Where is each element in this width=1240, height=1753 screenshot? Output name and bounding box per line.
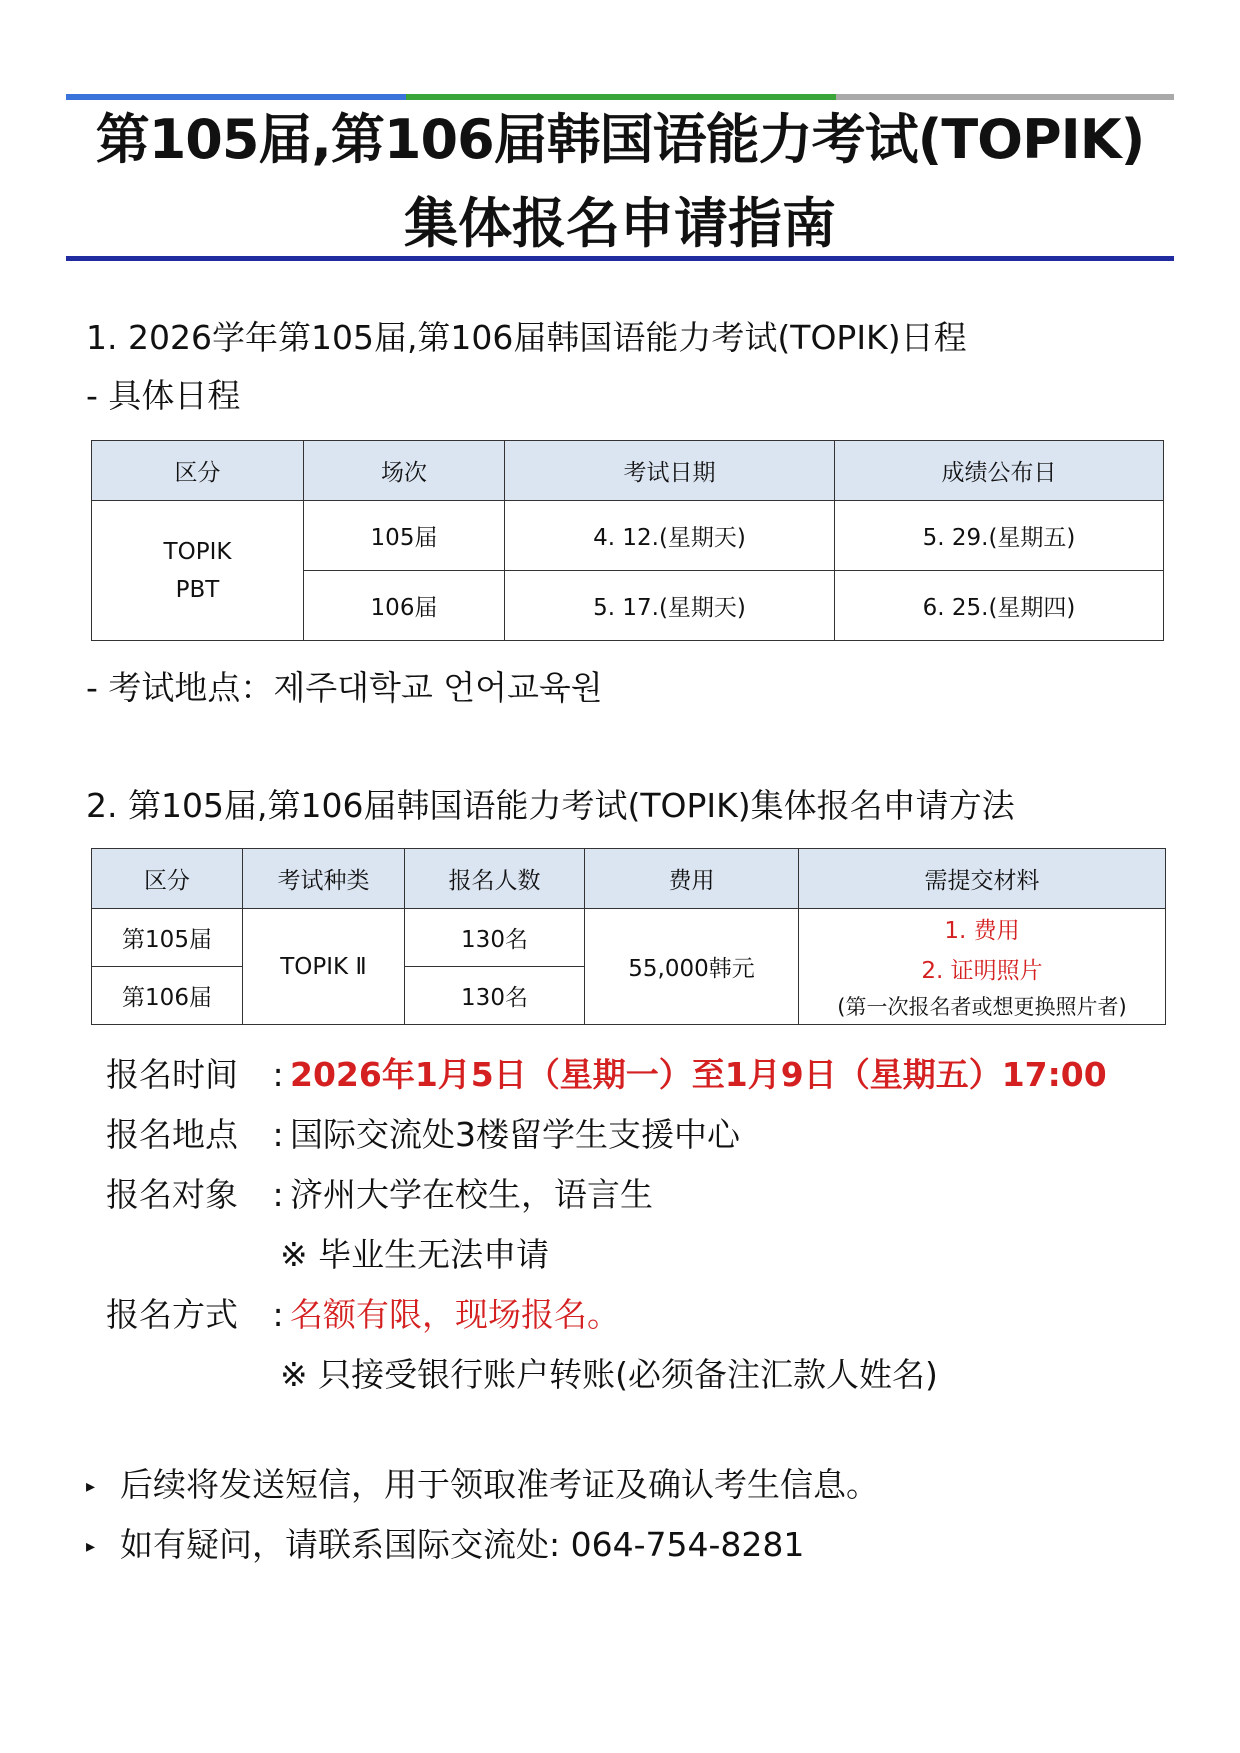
schedule-header: 区分 — [92, 441, 304, 501]
result-date-cell: 6. 25.(星期四) — [835, 571, 1164, 641]
material-item: 2. 证明照片 — [921, 957, 1043, 984]
colon-separator: : — [272, 1055, 284, 1094]
detail-label: 报名时间 — [106, 1055, 238, 1094]
section2-heading: 2. 第105届,第106届韩国语能力考试(TOPIK)集体报名申请方法 — [86, 786, 1015, 825]
schedule-header: 场次 — [304, 441, 505, 501]
count-cell: 130名 — [405, 967, 585, 1025]
colon-separator: : — [272, 1295, 284, 1334]
application-table — [91, 848, 1166, 1025]
application-header: 费用 — [585, 849, 799, 909]
triangle-bullet-icon: ▸ — [86, 1475, 96, 1497]
exam-location: - 考试地点：제주대학교 언어교육원 — [86, 668, 603, 707]
exam-date-cell: 4. 12.(星期天) — [505, 501, 835, 571]
application-header: 需提交材料 — [799, 849, 1166, 909]
term-cell: 第105届 — [92, 909, 243, 967]
detail-label: 报名地点 — [106, 1115, 238, 1154]
contact-text: 如有疑问，请联系国际交流处: 064-754-8281 — [120, 1525, 805, 1564]
detail-label: 报名对象 — [106, 1175, 238, 1214]
schedule-category-cell — [92, 501, 304, 641]
session-cell: 106届 — [304, 571, 505, 641]
page-title-line2: 集体报名申请指南 — [404, 192, 836, 255]
detail-label: 报名方式 — [106, 1295, 238, 1334]
triangle-bullet-icon: ▸ — [86, 1535, 96, 1557]
detail-method-row — [106, 1292, 620, 1338]
colon-separator: : — [272, 1115, 284, 1154]
registration-method: 名额有限，现场报名。 — [290, 1295, 620, 1334]
detail-place-row — [106, 1112, 740, 1158]
list-item — [86, 1522, 804, 1570]
schedule-subheading: - 具体日程 — [86, 376, 241, 415]
registration-place: 国际交流处3楼留学生支援中心 — [290, 1115, 740, 1154]
result-date-cell: 5. 29.(星期五) — [835, 501, 1164, 571]
detail-target-row — [106, 1172, 653, 1218]
page-title-line1: 第105届,第106届韩国语能力考试(TOPIK) — [95, 108, 1145, 171]
application-header: 考试种类 — [243, 849, 405, 909]
schedule-header: 成绩公布日 — [835, 441, 1164, 501]
title-bottom-bar — [66, 256, 1174, 261]
registration-target: 济州大学在校生，语言生 — [290, 1175, 653, 1214]
material-note: (第一次报名者或想更换照片者) — [837, 994, 1127, 1019]
registration-time: 2026年1月5日（星期一）至1月9日（星期五）17:00 — [290, 1055, 1107, 1094]
category-line: TOPIK — [163, 538, 232, 565]
schedule-header: 考试日期 — [505, 441, 835, 501]
materials-cell — [799, 909, 1166, 1025]
section1-heading: 1. 2026学年第105届,第106届韩国语能力考试(TOPIK)日程 — [86, 318, 967, 357]
exam-type-cell: TOPIK Ⅱ — [243, 909, 405, 1025]
schedule-table — [91, 440, 1164, 641]
method-note: ※ 只接受银行账户转账(必须备注汇款人姓名) — [280, 1355, 938, 1394]
application-header: 报名人数 — [405, 849, 585, 909]
category-line: PBT — [175, 576, 220, 603]
list-item — [86, 1462, 879, 1510]
application-header-row — [92, 849, 1166, 909]
target-note: ※ 毕业生无法申请 — [280, 1235, 550, 1274]
table-row — [92, 501, 1164, 571]
exam-date-cell: 5. 17.(星期天) — [505, 571, 835, 641]
count-cell: 130名 — [405, 909, 585, 967]
session-cell: 105届 — [304, 501, 505, 571]
detail-time-row — [106, 1052, 1107, 1098]
schedule-header-row — [92, 441, 1164, 501]
table-row — [92, 909, 1166, 967]
notice-text: 后续将发送短信，用于领取准考证及确认考生信息。 — [120, 1465, 879, 1504]
term-cell: 第106届 — [92, 967, 243, 1025]
colon-separator: : — [272, 1175, 284, 1214]
application-header: 区分 — [92, 849, 243, 909]
fee-cell: 55,000韩元 — [585, 909, 799, 1025]
material-item: 1. 费用 — [944, 917, 1020, 944]
